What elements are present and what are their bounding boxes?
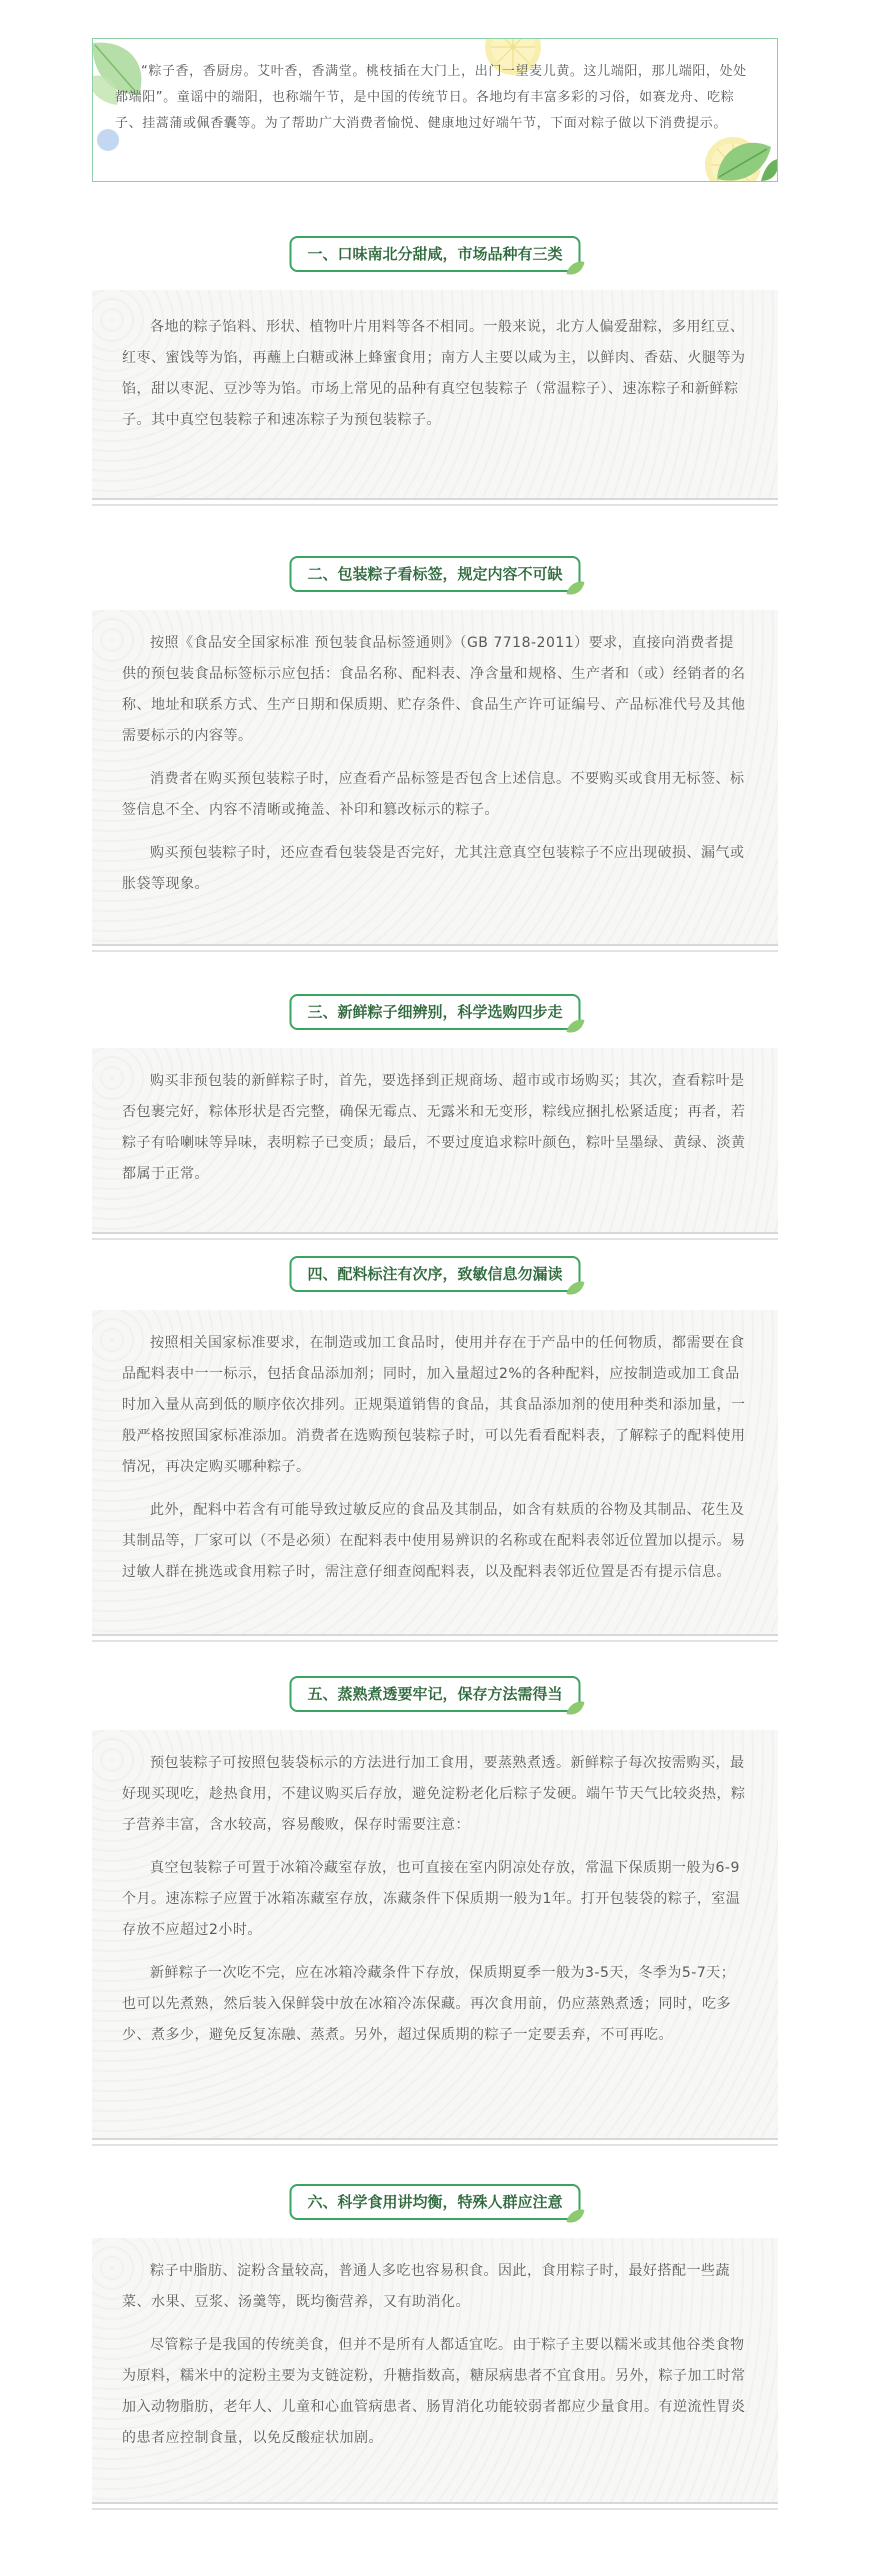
- section-heading-wrap: [92, 1252, 778, 1296]
- leaf-ornament-icon: [565, 1700, 587, 1716]
- section-heading-wrap: [92, 1672, 778, 1716]
- section-title: 五、蒸熟煮透要牢记，保存方法需得当: [289, 1676, 580, 1712]
- section-title: 二、包装粽子看标签，规定内容不可缺: [289, 556, 580, 592]
- section-panel: [92, 610, 778, 946]
- paragraph: 粽子中脂肪、淀粉含量较高，普通人多吃也容易积食。因此，食用粽子时，最好搭配一些蔬菜、水果、豆浆、汤羹等，既均衡营养，又有助消化。: [122, 2263, 730, 2310]
- paragraph: 真空包装粽子可置于冰箱冷藏室存放，也可直接在室内阴凉处存放，常温下保质期一般为6-9个月。速冻粽子应置于冰箱冻藏室存放，冻藏条件下保质期一般为1年。打开包装袋的粽子，室温存放不应超过2小时。: [122, 1860, 741, 1938]
- intro-text: “粽子香，香厨房。艾叶香，香满堂。桃枝插在大门上，出门一望麦儿黄。这儿端阳，那儿端阳，处处都端阳”。童谣中的端阳，也称端午节，是中国的传统节日。各地均有丰富多彩的习俗，如赛龙舟、吃粽子、挂蒿蒲或佩香囊等。为了帮助广大消费者愉悦、健康地过好端午节，下面对粽子做以下消费提示。: [115, 64, 747, 131]
- intro-box: [92, 38, 778, 182]
- section-title: 四、配料标注有次序，致敏信息勿漏读: [289, 1256, 580, 1292]
- section-panel: [92, 2238, 778, 2504]
- section-title: 三、新鲜粽子细辨别，科学选购四步走: [289, 994, 580, 1030]
- section-panel: [92, 1310, 778, 1636]
- section-heading-wrap: [92, 2180, 778, 2224]
- section-title: 六、科学食用讲均衡，特殊人群应注意: [289, 2184, 580, 2220]
- paragraph: 预包装粽子可按照包装袋标示的方法进行加工食用，要蒸熟煮透。新鲜粽子每次按需购买，最好现买现吃，趁热食用，不建议购买后存放，避免淀粉老化后粽子发硬。端午节天气比较炎热，粽子营养丰富，含水较高，容易酸败，保存时需要注意：: [122, 1755, 746, 1833]
- section-heading-wrap: [92, 232, 778, 276]
- paragraph: 尽管粽子是我国的传统美食，但并不是所有人都适宜吃。由于粽子主要以糯米或其他谷类食物为原料，糯米中的淀粉主要为支链淀粉，升糖指数高，糖尿病患者不宜食用。另外，粽子加工时常加入动物脂肪，老年人、儿童和心血管病患者、肠胃消化功能较弱者都应少量食用。有逆流性胃炎的患者应控制食量，以免反酸症状加剧。: [122, 2337, 746, 2446]
- leaf-ornament-icon: [565, 580, 587, 596]
- leaf-ornament-icon: [565, 260, 587, 276]
- section-panel: [92, 1730, 778, 2140]
- section-panel: [92, 290, 778, 500]
- paragraph: 按照《食品安全国家标准 预包装食品标签通则》（GB 7718-2011）要求，直接向消费者提供的预包装食品标签标示应包括：食品名称、配料表、净含量和规格、生产者和（或）经销者的名称、地址和联系方式、生产日期和保质期、贮存条件、食品生产许可证编号、产品标准代号及其他需要标示的内容等。: [122, 635, 746, 744]
- leaf-ornament-icon: [565, 1018, 587, 1034]
- paragraph: 此外，配料中若含有可能导致过敏反应的食品及其制品，如含有麸质的谷物及其制品、花生及其制品等，厂家可以（不是必须）在配料表中使用易辨识的名称或在配料表邻近位置加以提示。易过敏人群在挑选或食用粽子时，需注意仔细查阅配料表，以及配料表邻近位置是否有提示信息。: [122, 1502, 746, 1580]
- paragraph: 购买预包装粽子时，还应查看包装袋是否完好，尤其注意真空包装粽子不应出现破损、漏气或胀袋等现象。: [122, 845, 745, 892]
- leaf-ornament-icon: [565, 1280, 587, 1296]
- paragraph: 新鲜粽子一次吃不完，应在冰箱冷藏条件下存放，保质期夏季一般为3-5天，冬季为5-7天；也可以先煮熟，然后装入保鲜袋中放在冰箱冷冻保藏。再次食用前，仍应蒸熟煮透；同时，吃多少、煮多少，避免反复冻融、蒸煮。另外，超过保质期的粽子一定要丢弃，不可再吃。: [122, 1965, 736, 2043]
- paragraph: 按照相关国家标准要求，在制造或加工食品时，使用并存在于产品中的任何物质，都需要在食品配料表中一一标示，包括食品添加剂；同时，加入量超过2%的各种配料，应按制造或加工食品时加入量从高到低的顺序依次排列。正规渠道销售的食品，其食品添加剂的使用种类和添加量，一般严格按照国家标准添加。消费者在选购预包装粽子时，可以先看看配料表，了解粽子的配料使用情况，再决定购买哪种粽子。: [122, 1335, 746, 1475]
- section-panel: [92, 1048, 778, 1234]
- paragraph: 购买非预包装的新鲜粽子时，首先，要选择到正规商场、超市或市场购买；其次，查看粽叶是否包裹完好，粽体形状是否完整，确保无霉点、无露米和无变形，粽线应捆扎松紧适度；再者，若粽子有哈喇味等异味，表明粽子已变质；最后，不要过度追求粽叶颜色，粽叶呈墨绿、黄绿、淡黄都属于正常。: [122, 1073, 746, 1182]
- section-title: 一、口味南北分甜咸，市场品种有三类: [289, 236, 580, 272]
- paragraph: 各地的粽子馅料、形状、植物叶片用料等各不相同。一般来说，北方人偏爱甜粽，多用红豆、红枣、蜜饯等为馅，再蘸上白糖或淋上蜂蜜食用；南方人主要以咸为主，以鲜肉、香菇、火腿等为馅，甜以枣泥、豆沙等为馅。市场上常见的品种有真空包装粽子（常温粽子）、速冻粽子和新鲜粽子。其中真空包装粽子和速冻粽子为预包装粽子。: [122, 319, 746, 428]
- leaf-ornament-icon: [565, 2208, 587, 2224]
- section-heading-wrap: [92, 552, 778, 596]
- paragraph: 消费者在购买预包装粽子时，应查看产品标签是否包含上述信息。不要购买或食用无标签、标签信息不全、内容不清晰或掩盖、补印和篡改标示的粽子。: [122, 771, 745, 818]
- section-heading-wrap: [92, 990, 778, 1034]
